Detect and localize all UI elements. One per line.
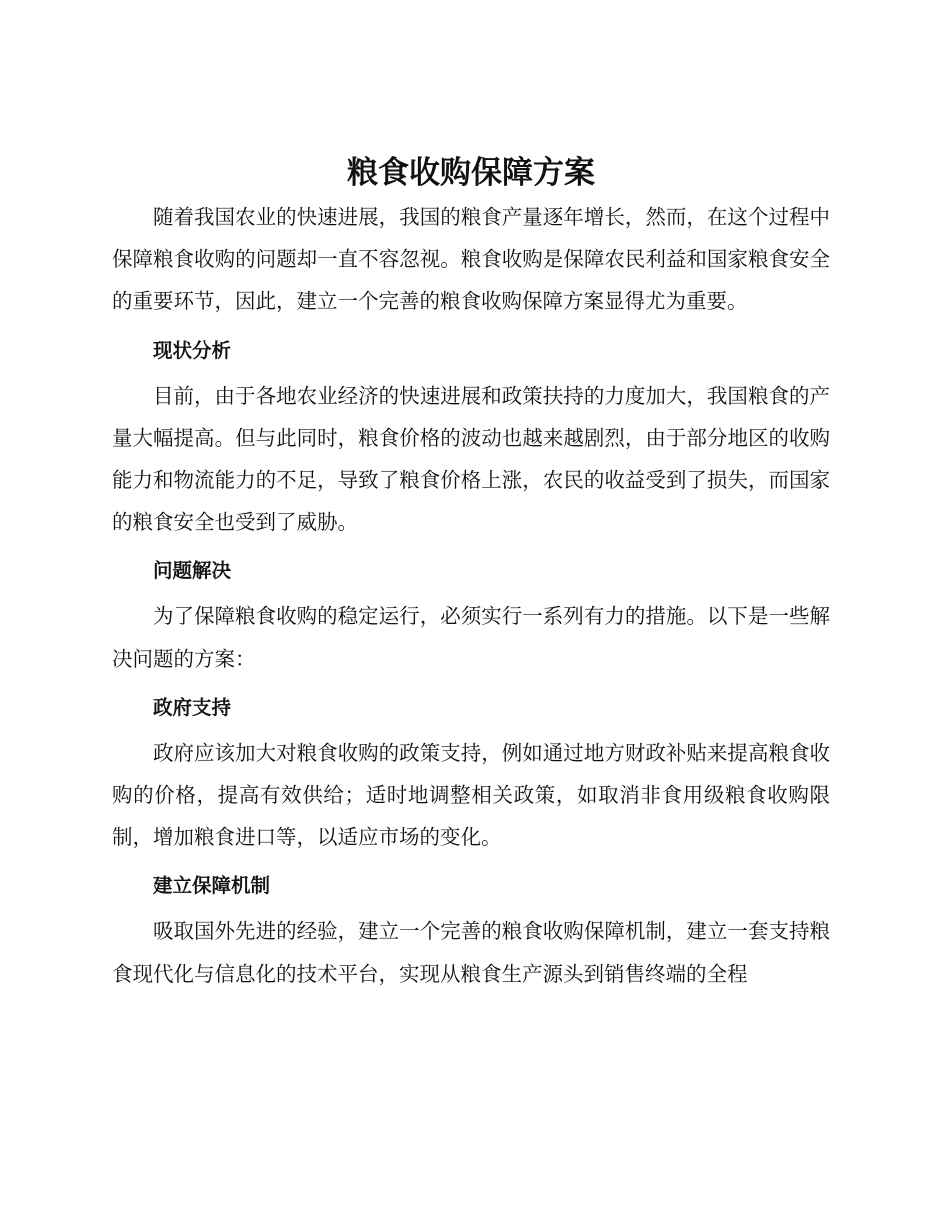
spacer — [112, 902, 830, 910]
spacer — [112, 367, 830, 375]
section-body-government-support: 政府应该加大对粮食收购的政策支持，例如通过地方财政补贴来提高粮食收购的价格，提高有效供给；适时地调整相关政策，如取消非食用级粮食收购限制，增加粮食进口等，以适应市场的变化。 — [112, 740, 830, 850]
section-heading-guarantee-mechanism: 建立保障机制 — [152, 874, 270, 898]
section-body-status-analysis: 目前，由于各地农业经济的快速进展和政策扶持的力度加大，我国粮食的产量大幅提高。但与此同时，粮食价格的波动也越来越剧烈，由于部分地区的收购能力和物流能力的不足，导致了粮食价格上涨，农民的收益受到了损失，而国家的粮食安全也受到了威胁。 — [112, 383, 830, 535]
spacer — [112, 724, 830, 732]
section-body-problem-solving: 为了保障粮食收购的稳定运行，必须实行一系列有力的措施。以下是一些解决问题的方案： — [112, 604, 830, 671]
document-body — [112, 150, 830, 995]
spacer — [112, 323, 830, 335]
spacer — [112, 680, 830, 692]
spacer — [112, 858, 830, 870]
section-heading-government-support: 政府支持 — [152, 695, 231, 719]
section-heading-problem-solving: 问题解决 — [152, 559, 231, 583]
spacer — [112, 543, 830, 555]
document-title: 粮食收购保障方案 — [347, 155, 595, 191]
section-body-guarantee-mechanism: 吸取国外先进的经验，建立一个完善的粮食收购保障机制，建立一套支持粮食现代化与信息化的技术平台，实现从粮食生产源头到销售终端的全程 — [112, 919, 830, 986]
intro-paragraph: 随着我国农业的快速进展，我国的粮食产量逐年增长，然而，在这个过程中保障粮食收购的问题却一直不容忽视。粮食收购是保障农民利益和国家粮食安全的重要环节，因此，建立一个完善的粮食收购保障方案显得尤为重要。 — [112, 205, 830, 314]
spacer — [112, 587, 830, 595]
section-heading-status-analysis: 现状分析 — [152, 338, 231, 362]
